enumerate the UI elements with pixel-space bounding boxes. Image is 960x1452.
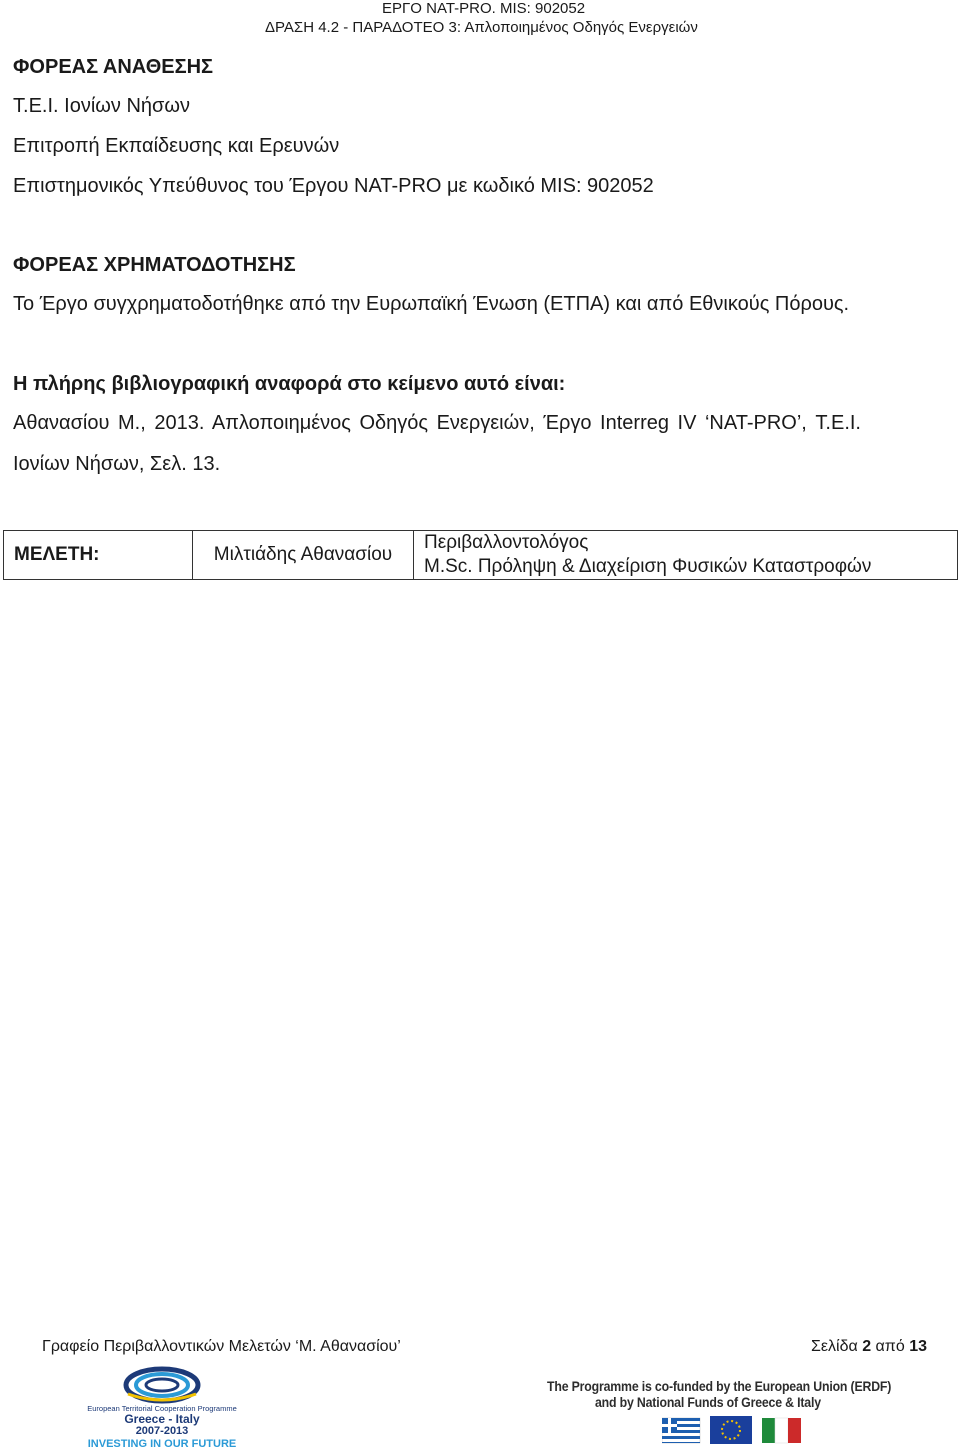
study-role: Περιβαλλοντολόγος bbox=[424, 532, 589, 553]
funding-heading: ΦΟΡΕΑΣ ΧΡΗΜΑΤΟΔΟΤΗΣΗΣ bbox=[13, 254, 296, 276]
logo-left-line1: European Territorial Cooperation Programme bbox=[87, 1404, 237, 1413]
contracting-line-1: Τ.Ε.Ι. Ιονίων Νήσων bbox=[13, 95, 190, 117]
study-row bbox=[4, 531, 958, 580]
citation-line-1: Αθανασίου Μ., 2013. Απλοποιημένος Οδηγός Ενεργειών, Έργο Interreg IV ‘NAT-PRO’, Τ.Ε.Ι. bbox=[13, 412, 861, 434]
logo-left-line3: 2007-2013 bbox=[135, 1425, 189, 1437]
cofunding-line-2: and by National Funds of Greece & Italy bbox=[595, 1394, 821, 1410]
logo-left-line2: Greece - Italy bbox=[124, 1412, 200, 1426]
contracting-line-2: Επιτροπή Εκπαίδευσης και Ερευνών bbox=[13, 135, 340, 157]
study-table bbox=[3, 530, 958, 580]
header-project-code: ΕΡΓΟ NAT-PRO. MIS: 902052 bbox=[382, 0, 586, 17]
study-label: ΜΕΛΕΤΗ: bbox=[4, 531, 193, 580]
contracting-heading: ΦΟΡΕΑΣ ΑΝΑΘΕΣΗΣ bbox=[13, 56, 214, 78]
greek-flag-icon bbox=[662, 1418, 700, 1443]
page-current: 2 bbox=[862, 1338, 872, 1355]
page-sep: από bbox=[875, 1338, 905, 1355]
header-deliverable: ΔΡΑΣΗ 4.2 - ΠΑΡΑΔΟΤΕΟ 3: Απλοποιημένος Οδηγός Ενεργειών bbox=[265, 19, 698, 36]
logo-left-line4: INVESTING IN OUR FUTURE bbox=[87, 1438, 237, 1450]
page-total: 13 bbox=[909, 1338, 927, 1355]
study-degree: M.Sc. Πρόληψη & Διαχείριση Φυσικών Καταστροφών bbox=[424, 556, 872, 577]
citation-line-2: Ιονίων Νήσων, Σελ. 13. bbox=[13, 453, 221, 475]
footer-page-number bbox=[811, 1337, 927, 1357]
programme-emblem-icon bbox=[126, 1369, 198, 1401]
flags-row bbox=[662, 1414, 812, 1446]
italian-flag-icon bbox=[762, 1418, 801, 1443]
footer-office: Γραφείο Περιβαλλοντικών Μελετών ‘Μ. Αθανασίου’ bbox=[42, 1338, 401, 1355]
study-author: Μιλτιάδης Αθανασίου bbox=[193, 531, 414, 580]
page-prefix: Σελίδα bbox=[811, 1338, 858, 1355]
cofunding-line-1: The Programme is co-funded by the European Union (ERDF) bbox=[547, 1378, 892, 1394]
greece-italy-programme-logo bbox=[70, 1366, 260, 1450]
funding-text: Το Έργο συγχρηματοδοτήθηκε από την Ευρωπαϊκή Ένωση (ΕΤΠΑ) και από Εθνικούς Πόρους. bbox=[13, 293, 850, 315]
cofunding-statement bbox=[547, 1378, 907, 1410]
contracting-line-3: Επιστημονικός Υπεύθυνος του Έργου NAT-PRO με κωδικό MIS: 902052 bbox=[13, 175, 654, 197]
eu-flag-icon bbox=[710, 1416, 752, 1444]
study-credentials bbox=[414, 531, 958, 580]
citation-heading: Η πλήρης βιβλιογραφική αναφορά στο κείμενο αυτό είναι: bbox=[13, 373, 566, 395]
